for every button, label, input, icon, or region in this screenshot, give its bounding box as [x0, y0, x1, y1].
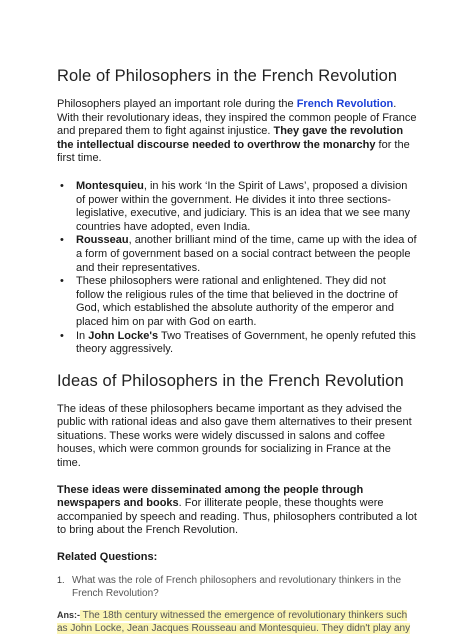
related-questions-heading: Related Questions:	[57, 551, 158, 564]
question-text: What was the role of French philosophers and revolutionary thinkers in the French Revolution?	[72, 574, 402, 599]
disseminated-text: . For illiterate people, these thoughts were accompanied by speech and reading. Thus, philosophers contributed a lot to bring about the French Revolution.	[57, 497, 417, 537]
bullet-bold: John Locke's	[88, 329, 159, 342]
bullet-text: Two Treatises of Government, he openly refuted this theory aggressively.	[76, 329, 416, 356]
ideas-paragraph: The ideas of these philosophers became important as they advised the public with rational ideas and also gave them alternatives to their present situations. These works were widely discussed in salons and coffee houses, which were common grounds for socializing in France at the time.	[57, 402, 412, 470]
heading-ideas-of-philosophers: Ideas of Philosophers in the French Revolution	[57, 371, 404, 390]
bullet-text: , in his work ‘In the Spirit of Laws’, proposed a division of power within the government. He divides it into three sections- legislative, executive, and judiciary. This is an idea that we see many countries have adopted, even India.	[76, 179, 411, 233]
philosophers-bullet-list	[57, 180, 417, 357]
french-revolution-link[interactable]: French Revolution	[296, 98, 394, 110]
question-number: 1.	[57, 574, 65, 585]
bullet-montesquieu	[57, 180, 417, 234]
bullet-icon: •	[60, 329, 64, 342]
bullet-text-start: In	[76, 329, 89, 342]
intro-paragraph	[57, 98, 417, 166]
bullet-rousseau	[57, 234, 417, 275]
answer-highlighted-text: The 18th century witnessed the emergence of revolutionary thinkers such as John Locke, Jean Jacques Rousseau and Montesquieu. They didn't play any	[57, 609, 411, 635]
intro-text-middle: . With their revolutionary ideas, they inspired the common people of France and prepared them to fight against injustice.	[57, 98, 417, 138]
heading-role-of-philosophers: Role of Philosophers in the French Revolution	[57, 67, 398, 85]
bullet-bold: Rousseau	[76, 234, 129, 247]
bullet-john-locke	[57, 330, 417, 357]
bullet-bold: Montesquieu	[76, 179, 144, 192]
bullet-text: These philosophers were rational and enlightened. They did not follow the religious rules of the time that believed in the doctrine of God, which established the absolute authority of the emperor and placed him on par with God on earth.	[76, 275, 398, 328]
bullet-icon: •	[60, 179, 64, 192]
disseminated-bold-text: These ideas were disseminated among the people through newspapers and books	[57, 483, 364, 510]
related-question-item[interactable]	[57, 574, 417, 600]
bullet-icon: •	[60, 275, 64, 288]
bullet-text: , another brilliant mind of the time, came up with the idea of a form of government based on a social contract between the people and their representatives.	[76, 234, 417, 274]
document-content	[57, 66, 417, 636]
answer-label: Ans:-	[57, 609, 80, 620]
intro-text-end: for the first time.	[57, 138, 410, 165]
disseminated-paragraph	[57, 484, 417, 538]
intro-text-start: Philosophers played an important role during the	[57, 98, 297, 110]
bullet-rational	[57, 275, 417, 329]
intro-bold-text: They gave the revolution the intellectual discourse needed to overthrow the monarchy	[57, 125, 404, 151]
bullet-icon: •	[60, 234, 64, 247]
